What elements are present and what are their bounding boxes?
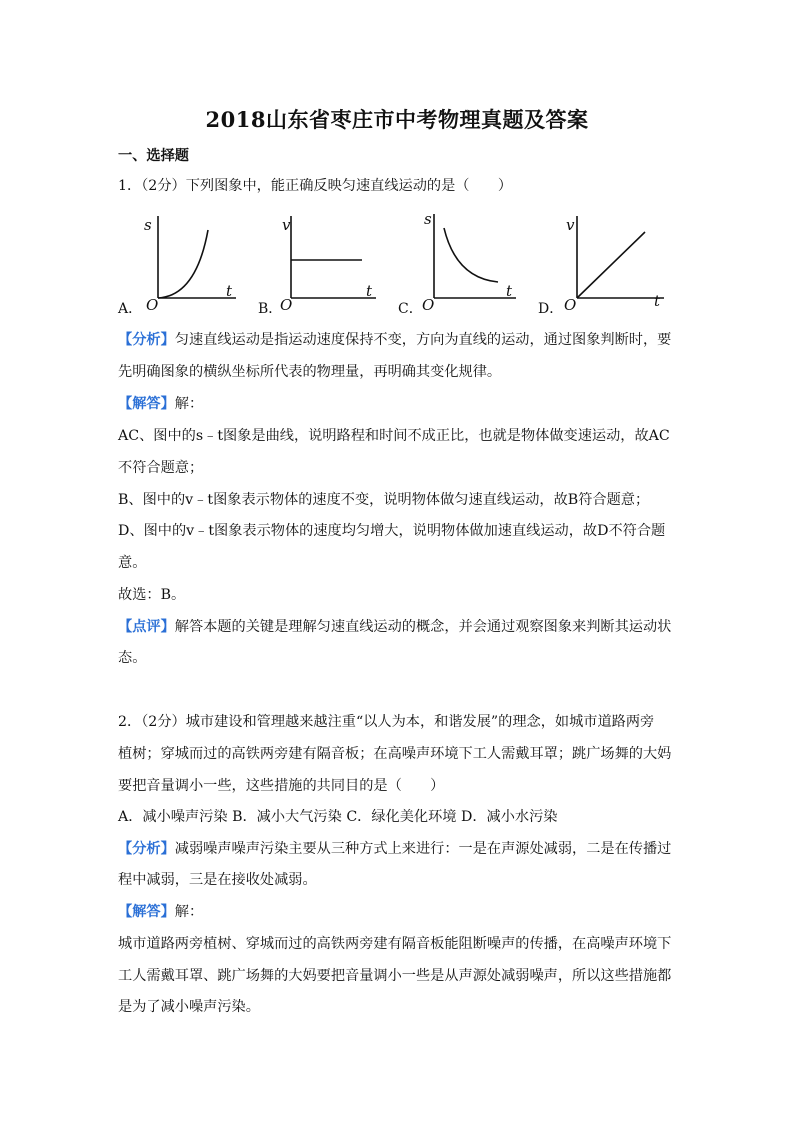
q2-analysis-line-2: 程中减弱，三是在接收处减弱。 (118, 872, 317, 888)
q1-option-c (398, 206, 533, 322)
comment-tag: 【点评】 (118, 619, 175, 635)
graph-d-y-label: v (566, 216, 575, 234)
q2-answer-head-text: 解： (174, 904, 204, 920)
q1-graph-b (258, 206, 393, 322)
q1-comment-text-1: 解答本题的关键是理解匀速直线运动的概念，并会通过观察图象来判断其运动状 (174, 619, 672, 635)
graph-d-x-label: t (654, 292, 661, 310)
graph-a-x-label: t (226, 282, 233, 300)
q1-answer-line-1: AC、图中的s﹣t图象是曲线，说明路程和时间不成正比，也就是物体做变速运动，故AC (118, 428, 670, 444)
q2-analysis-line-1 (118, 839, 678, 859)
q1-analysis-line-2: 先明确图象的横纵坐标所代表的物理量，再明确其变化规律。 (118, 364, 502, 380)
answer-tag: 【解答】 (118, 904, 175, 920)
option-d-label: D． (538, 301, 564, 317)
graph-c-curve (444, 228, 498, 282)
q1-graph-a (118, 206, 253, 322)
graph-c-x-label: t (506, 282, 513, 300)
q2-stem-line-1: 2．（2分）城市建设和管理越来越注重“以人为本，和谐发展”的理念，如城市道路两旁 (118, 714, 655, 730)
option-b-label: B． (258, 301, 283, 317)
page-title: 2018山东省枣庄市中考物理真题及答案 (205, 107, 589, 132)
analysis-tag: 【分析】 (118, 841, 175, 857)
q2-answer-head (118, 902, 678, 922)
q1-graph-options (118, 206, 678, 322)
q1-graph-d (538, 206, 678, 322)
answer-tag: 【解答】 (118, 396, 175, 412)
q2-stem-line-3: 要把音量调小一些，这些措施的共同目的是（ ） (118, 778, 445, 794)
q1-stem: 1．（2分）下列图象中，能正确反映匀速直线运动的是（ ） (118, 178, 513, 194)
q1-answer-head (118, 394, 678, 414)
q2-options: A．减小噪声污染 B．减小大气污染 C．绿化美化环境 D．减小水污染 (118, 809, 558, 825)
q1-analysis-text-1: 匀速直线运动是指运动速度保持不变，方向为直线的运动，通过图象判断时，要 (174, 332, 672, 348)
graph-b-origin: O (280, 296, 293, 314)
graph-b-y-label: v (282, 216, 291, 234)
q1-answer-line-4: D、图中的v﹣t图象表示物体的速度均匀增大，说明物体做加速直线运动，故D不符合题 (118, 523, 666, 539)
option-a-label: A． (118, 301, 143, 317)
q1-answer-line-2: 不符合题意； (118, 460, 204, 476)
graph-a-y-label: s (144, 216, 152, 234)
graph-c-origin: O (422, 296, 435, 314)
option-c-label: C． (398, 301, 423, 317)
graph-d-origin: O (564, 296, 577, 314)
q2-answer-line-3: 是为了减小噪声污染。 (118, 999, 260, 1015)
graph-b-x-label: t (366, 282, 373, 300)
graph-a-curve (158, 230, 208, 298)
q1-answer-choice: 故选：B。 (118, 587, 186, 603)
q1-graph-c (398, 206, 533, 322)
q2-answer-line-1: 城市道路两旁植树、穿城而过的高铁两旁建有隔音板能阻断噪声的传播，在高噪声环境下 (118, 936, 672, 952)
analysis-tag: 【分析】 (118, 332, 175, 348)
graph-c-y-label: s (424, 210, 432, 228)
q1-answer-line-3: B、图中的v﹣t图象表示物体的速度不变，说明物体做匀速直线运动，故B符合题意； (118, 492, 650, 508)
q1-answer-line-5: 意。 (118, 555, 147, 571)
q2-stem-line-2: 植树；穿城而过的高铁两旁建有隔音板；在高噪声环境下工人需戴耳罩；跳广场舞的大妈 (118, 746, 672, 762)
q1-comment-line-1 (118, 617, 678, 637)
graph-d-curve (577, 232, 645, 298)
q1-answer-head-text: 解： (174, 396, 204, 412)
section-heading: 一、选择题 (118, 148, 189, 164)
q1-analysis-line-1 (118, 330, 678, 350)
q1-option-b (258, 206, 393, 322)
graph-a-origin: O (146, 296, 159, 314)
q2-analysis-text-1: 减弱噪声噪声污染主要从三种方式上来进行：一是在声源处减弱，二是在传播过 (174, 841, 672, 857)
q1-comment-line-2: 态。 (118, 650, 147, 666)
q2-answer-line-2: 工人需戴耳罩、跳广场舞的大妈要把音量调小一些是从声源处减弱噪声，所以这些措施都 (118, 968, 672, 984)
q1-option-a (118, 206, 253, 322)
q1-option-d (538, 206, 678, 322)
